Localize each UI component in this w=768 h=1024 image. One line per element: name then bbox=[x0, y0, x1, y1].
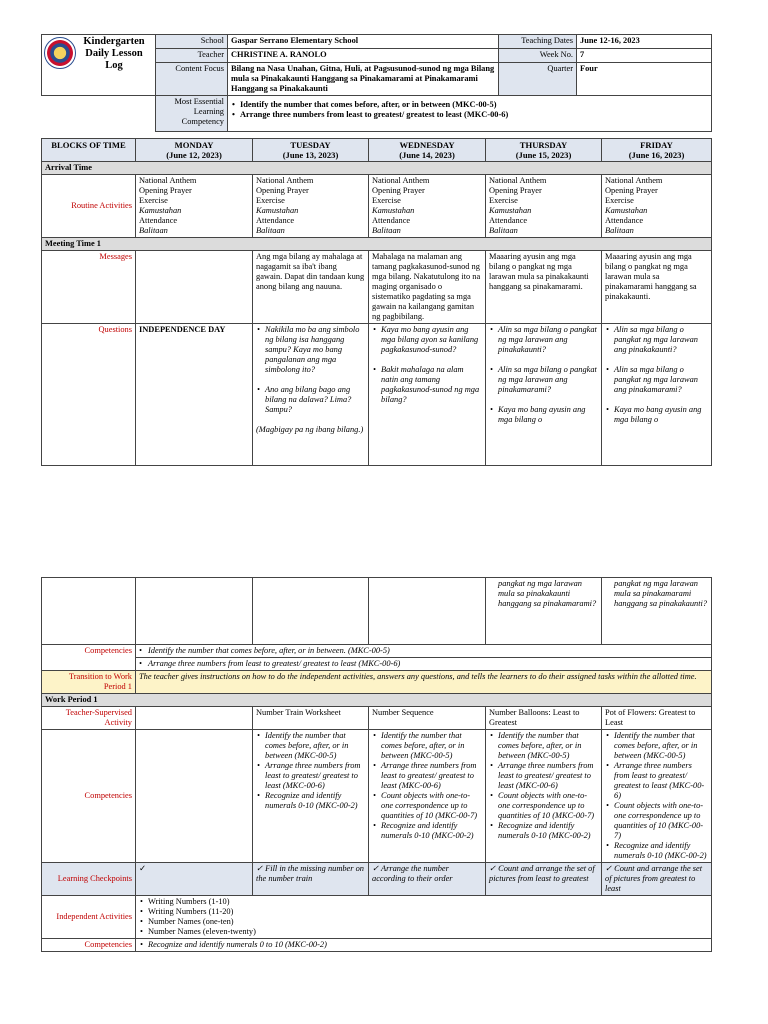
transition-label: Transition to Work Period 1 bbox=[42, 671, 136, 694]
competency-item: • Recognize and identify numerals 0 to 10 (MKC-00-2) bbox=[148, 940, 708, 950]
competency-item: • Arrange three numbers from least to greatest/ greatest to least (MKC-00-6) bbox=[265, 761, 365, 791]
question-item: • Alin sa mga bilang o pangkat ng mga larawan ang pinakamarami? bbox=[614, 365, 708, 395]
competency-item: • Arrange three numbers from least to greatest/ greatest to least (MKC-00-6) bbox=[498, 761, 598, 791]
tsa-cell: Number Balloons: Least to Greatest bbox=[486, 707, 602, 730]
checkmark-icon: ✓ bbox=[605, 864, 613, 873]
spacer bbox=[42, 96, 156, 132]
mec-item: • Arrange three numbers from least to greatest/ greatest to least (MKC-00-6) bbox=[240, 110, 708, 120]
tuesday-questions bbox=[253, 324, 369, 466]
routine-cell: National Anthem Opening Prayer Exercise Kamustahan Attendance Balitaan bbox=[136, 175, 253, 238]
tsa-cell: Number Train Worksheet bbox=[253, 707, 369, 730]
section-arrival-time: Arrival Time bbox=[42, 162, 712, 175]
competency-item: • Identify the number that comes before, after, or in between (MKC-00-5) bbox=[614, 731, 708, 761]
competency-item: • Identify the number that comes before, after, or in between. (MKC-00-5) bbox=[136, 645, 711, 658]
friday-question-continued: pangkat ng mga larawan mula sa pinakamarami hanggang sa pinakakaunti? bbox=[602, 578, 712, 645]
empty-cell bbox=[136, 730, 253, 863]
competency-item: • Arrange three numbers from least to greatest/ greatest to least (MKC-00-6) bbox=[381, 761, 482, 791]
competency-item: • Arrange three numbers from least to greatest/ greatest to least (MKC-00-6) bbox=[139, 659, 401, 668]
independent-row bbox=[42, 896, 712, 939]
competencies-3-cell bbox=[136, 939, 712, 952]
friday-competencies bbox=[602, 730, 712, 863]
routine-cell: National Anthem Opening Prayer Exercise Kamustahan Attendance Balitaan bbox=[486, 175, 602, 238]
routine-cell: National Anthem Opening Prayer Exercise Kamustahan Attendance Balitaan bbox=[253, 175, 369, 238]
checkpoints-row bbox=[42, 863, 712, 896]
col-header-tuesday: TUESDAY (June 13, 2023) bbox=[253, 139, 369, 162]
competency-item: • Arrange three numbers from least to greatest/ greatest to least (MKC-00-6) bbox=[614, 761, 708, 801]
checkpoint-cell: ✓ Fill in the missing number on the number train bbox=[253, 863, 369, 896]
tsa-cell bbox=[136, 707, 253, 730]
checkmark-icon: ✓ bbox=[372, 864, 380, 873]
tsa-label: Teacher-Supervised Activity bbox=[42, 707, 136, 730]
col-header-thursday: THURSDAY (June 15, 2023) bbox=[486, 139, 602, 162]
wednesday-questions bbox=[369, 324, 486, 466]
col-header-wednesday: WEDNESDAY (June 14, 2023) bbox=[369, 139, 486, 162]
checkpoints-label: Learning Checkpoints bbox=[42, 863, 136, 896]
checkpoint-cell: ✓ Count and arrange the set of pictures from least to greatest bbox=[486, 863, 602, 896]
competency-item: • Recognize and identify numerals 0-10 (MKC-00-2) bbox=[265, 791, 365, 811]
competency-item: • Identify the number that comes before, after, or in between (MKC-00-5) bbox=[381, 731, 482, 761]
school-value: Gaspar Serrano Elementary School bbox=[228, 35, 499, 49]
checkpoint-cell bbox=[136, 863, 253, 896]
school-label: School bbox=[156, 35, 228, 49]
checkmark-icon: ✓ bbox=[139, 864, 147, 873]
activity-item: • Writing Numbers (11-20) bbox=[148, 907, 708, 917]
empty-cell bbox=[42, 578, 136, 645]
lesson-table-page-2 bbox=[41, 577, 712, 952]
friday-questions bbox=[602, 324, 712, 466]
routine-label: Routine Activities bbox=[42, 175, 136, 238]
content-focus-value: Bilang na Nasa Unahan, Gitna, Huli, at Pagsusunod-sunod ng mga Bilang mula sa Pinakakaunti Hanggang sa Pinakamarami at Pinakamarami Hanggang sa Pinakakaunti bbox=[228, 63, 499, 96]
competencies-row bbox=[42, 645, 712, 671]
competencies-3-label: Competencies bbox=[42, 939, 136, 952]
quarter-value: Four bbox=[577, 63, 712, 96]
questions-label: Questions bbox=[42, 324, 136, 466]
question-item: • Ano ang bilang bago ang bilang na dalawa? Lima? Sampu? bbox=[265, 385, 365, 415]
message-cell bbox=[136, 251, 253, 324]
checkpoint-cell: ✓ Count and arrange the set of pictures from greatest to least bbox=[602, 863, 712, 896]
header-table bbox=[41, 34, 712, 132]
content-focus-label: Content Focus bbox=[156, 63, 228, 96]
thursday-questions bbox=[486, 324, 602, 466]
checkpoint-cell: ✓ Arrange the number according to their order bbox=[369, 863, 486, 896]
routine-cell: National Anthem Opening Prayer Exercise Kamustahan Attendance Balitaan bbox=[369, 175, 486, 238]
activity-item: • Writing Numbers (1-10) bbox=[148, 897, 708, 907]
competency-item: • Recognize and identify numerals 0-10 (MKC-00-2) bbox=[381, 821, 482, 841]
activity-item: • Number Names (eleven-twenty) bbox=[148, 927, 708, 937]
checkmark-icon: ✓ bbox=[489, 864, 497, 873]
message-cell: Maaaring ayusin ang mga bilang o pangkat ng mga larawan mula sa pinakakaunti hanggang sa pinakamarami. bbox=[486, 251, 602, 324]
independent-activities bbox=[136, 896, 712, 939]
empty-cell bbox=[253, 578, 369, 645]
section-meeting-time: Meeting Time 1 bbox=[42, 238, 712, 251]
week-label: Week No. bbox=[499, 49, 577, 63]
independent-label: Independent Activities bbox=[42, 896, 136, 939]
question-item: • Alin sa mga bilang o pangkat ng mga larawan ang pinakakaunti? bbox=[498, 325, 598, 355]
question-item: • Bakit mahalaga na alam natin ang tamang pagkakasunod-sunod ng mga bilang? bbox=[381, 365, 482, 405]
transition-row bbox=[42, 671, 712, 694]
competency-item: • Count objects with one-to-one correspondence up to quantities of 10 (MKC-00-7) bbox=[498, 791, 598, 821]
mec-item: • Identify the number that comes before, after, or in between (MKC-00-5) bbox=[240, 100, 708, 110]
tsa-cell: Number Sequence bbox=[369, 707, 486, 730]
message-cell: Maaaring ayusin ang mga bilang o pangkat ng mga larawan mula sa pinakamarami hanggang sa pinakakaunti. bbox=[602, 251, 712, 324]
competencies-3-row bbox=[42, 939, 712, 952]
teaching-dates-value: June 12-16, 2023 bbox=[577, 35, 712, 49]
messages-row bbox=[42, 251, 712, 324]
section-work-period: Work Period 1 bbox=[42, 694, 712, 707]
transition-text: The teacher gives instructions on how to do the independent activities, answers any questions, and tells the learners to do their assigned tasks within the allotted time. bbox=[136, 671, 712, 694]
monday-question: INDEPENDENCE DAY bbox=[136, 324, 253, 466]
competency-item: • Recognize and identify numerals 0-10 (MKC-00-2) bbox=[498, 821, 598, 841]
questions-row bbox=[42, 324, 712, 466]
message-cell: Ang mga bilang ay mahalaga at nagagamit sa iba't ibang gawain. Dapat din tandaan kung anong bilang ang nauuna. bbox=[253, 251, 369, 324]
competency-item: • Count objects with one-to-one correspondence up to quantities of 10 (MKC-00-7) bbox=[381, 791, 482, 821]
questions-continued-row bbox=[42, 578, 712, 645]
question-item: • Alin sa mga bilang o pangkat ng mga larawan ang pinakamarami? bbox=[498, 365, 598, 395]
competencies-cell bbox=[136, 645, 712, 671]
thursday-competencies bbox=[486, 730, 602, 863]
teacher-value: CHRISTINE A. RANOLO bbox=[228, 49, 499, 63]
question-item: • Kaya mo bang ayusin ang mga bilang o bbox=[498, 405, 598, 425]
mec-value bbox=[228, 96, 712, 132]
routine-row bbox=[42, 175, 712, 238]
empty-cell bbox=[369, 578, 486, 645]
competency-item: • Count objects with one-to-one correspondence up to quantities of 10 (MKC-00-7) bbox=[614, 801, 708, 841]
col-header-blocks: BLOCKS OF TIME bbox=[42, 139, 136, 162]
title-line-2: Daily Lesson Log bbox=[85, 48, 143, 71]
col-header-friday: FRIDAY (June 16, 2023) bbox=[602, 139, 712, 162]
title-line-1: Kindergarten bbox=[83, 36, 145, 47]
lesson-table-page-1 bbox=[41, 138, 712, 466]
competencies-2-label: Competencies bbox=[42, 730, 136, 863]
question-item: • Kaya mo bang ayusin ang mga bilang o bbox=[614, 405, 708, 425]
competency-item: • Identify the number that comes before, after, or in between (MKC-00-5) bbox=[265, 731, 365, 761]
wednesday-competencies bbox=[369, 730, 486, 863]
tuesday-competencies bbox=[253, 730, 369, 863]
routine-cell: National Anthem Opening Prayer Exercise Kamustahan Attendance Balitaan bbox=[602, 175, 712, 238]
question-item: • Alin sa mga bilang o pangkat ng mga larawan ang pinakakaunti? bbox=[614, 325, 708, 355]
tuesday-note: (Magbigay pa ng ibang bilang.) bbox=[256, 425, 364, 434]
week-value: 7 bbox=[577, 49, 712, 63]
question-item: • Nakikila mo ba ang simbolo ng bilang isa hanggang sampu? Kaya mo bang pangalanan ang mga simbolong ito? bbox=[265, 325, 365, 375]
mec-label: Most Essential Learning Competency bbox=[156, 96, 228, 132]
quarter-label: Quarter bbox=[499, 63, 577, 96]
activity-item: • Number Names (one-ten) bbox=[148, 917, 708, 927]
competency-item: • Identify the number that comes before, after, or in between (MKC-00-5) bbox=[498, 731, 598, 761]
teacher-label: Teacher bbox=[156, 49, 228, 63]
competency-item: • Recognize and identify numerals 0-10 (MKC-00-2) bbox=[614, 841, 708, 861]
question-item: • Kaya mo bang ayusin ang mga bilang ayon sa kanilang pagkakasunod-sunod? bbox=[381, 325, 482, 355]
thursday-question-continued: pangkat ng mga larawan mula sa pinakakaunti hanggang sa pinakamarami? bbox=[486, 578, 602, 645]
document-title bbox=[42, 35, 156, 96]
teacher-supervised-row bbox=[42, 707, 712, 730]
competencies-2-row bbox=[42, 730, 712, 863]
tsa-cell: Pot of Flowers: Greatest to Least bbox=[602, 707, 712, 730]
checkmark-icon: ✓ bbox=[256, 864, 264, 873]
competencies-label: Competencies bbox=[42, 645, 136, 671]
messages-label: Messages bbox=[42, 251, 136, 324]
col-header-monday: MONDAY (June 12, 2023) bbox=[136, 139, 253, 162]
teaching-dates-label: Teaching Dates bbox=[499, 35, 577, 49]
message-cell: Mahalaga na malaman ang tamang pagkakasunod-sunod ng mga bilang. Nakatutulong ito na maging organisado o sistematiko pagdating sa mga gawain na kailangang gamitan ng pagbibilang. bbox=[369, 251, 486, 324]
empty-cell bbox=[136, 578, 253, 645]
